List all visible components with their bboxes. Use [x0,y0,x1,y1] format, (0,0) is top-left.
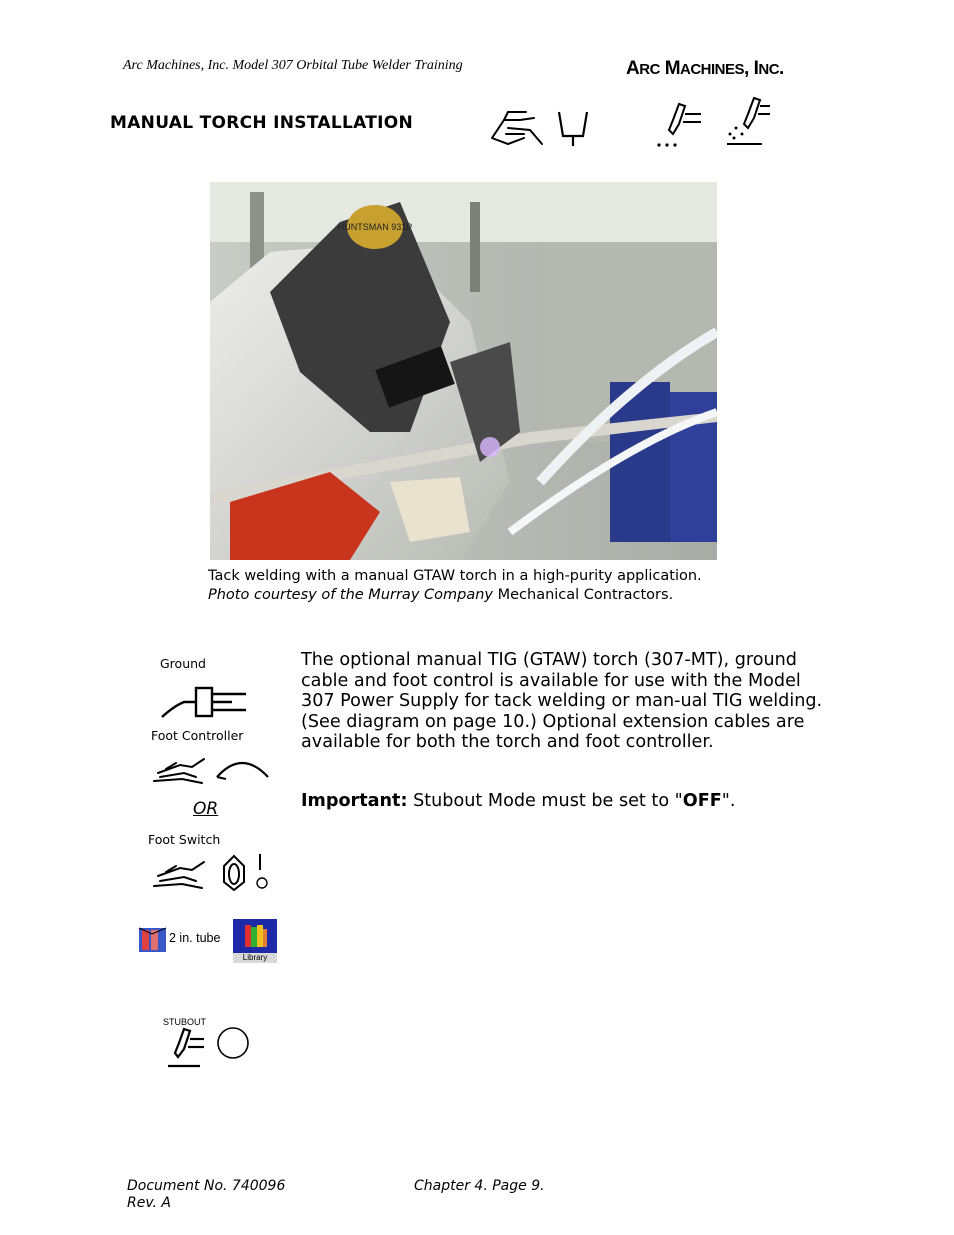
important-note [301,791,831,811]
book-icon [138,926,168,954]
caption-text-end: Mechanical Contractors. [493,587,674,603]
foot-switch-pedal-icon [152,856,208,890]
gauge-arc-icon [214,755,272,783]
footer-chapter-page: Chapter 4. Page 9. [414,1178,545,1194]
foot-pedal-icon [152,755,208,785]
hand-pointing-icon [490,108,550,150]
caption-credit: Photo courtesy of the Murray Company [208,587,493,603]
tube-label: 2 in. tube [169,931,221,945]
toggle-switch-icon [218,852,272,892]
photo-caption [208,567,728,605]
page-title: MANUAL TORCH INSTALLATION [110,113,414,133]
stubout-torch-icon [166,1027,210,1069]
important-label: Important: [301,791,408,811]
torch-dots-icon [653,100,705,150]
ground-label: Ground [160,656,206,671]
footer-rev: Rev. A [127,1195,171,1211]
stubout-label: STUBOUT [163,1017,207,1027]
cup-icon [556,108,590,150]
ground-plug-icon [160,684,250,720]
or-label: OR [193,799,219,819]
important-text: Stubout Mode must be set to " [407,791,683,811]
body-paragraph: The optional manual TIG (GTAW) torch (307-MT), ground cable and foot control is available for use with the Model 307 Power Supply for tack welding or man-ual TIG welding. (See diagram on page 10.) Optional extension cables are available for both the torch and foot controller. [301,650,823,752]
header-training-title: Arc Machines, Inc. Model 307 Orbital Tube Welder Training [123,58,463,73]
library-label: Library [233,953,277,963]
important-value: OFF [682,791,722,811]
foot-controller-label: Foot Controller [151,728,244,743]
torch-spark-icon [724,96,774,150]
helmet-label: HUNTSMAN 931P [337,222,413,232]
caption-text: Tack welding with a manual GTAW torch in a high-purity application. [208,568,702,584]
library-books-icon [233,919,277,953]
company-logo: ARC MACHINES, INC. [626,58,784,79]
important-text-end: ". [721,791,736,811]
library-button[interactable] [233,919,277,963]
welding-photo [210,182,717,560]
foot-switch-label: Foot Switch [148,832,221,847]
footer-doc-no: Document No. 740096 [127,1178,286,1194]
stubout-toggle-off-button[interactable] [216,1026,250,1060]
